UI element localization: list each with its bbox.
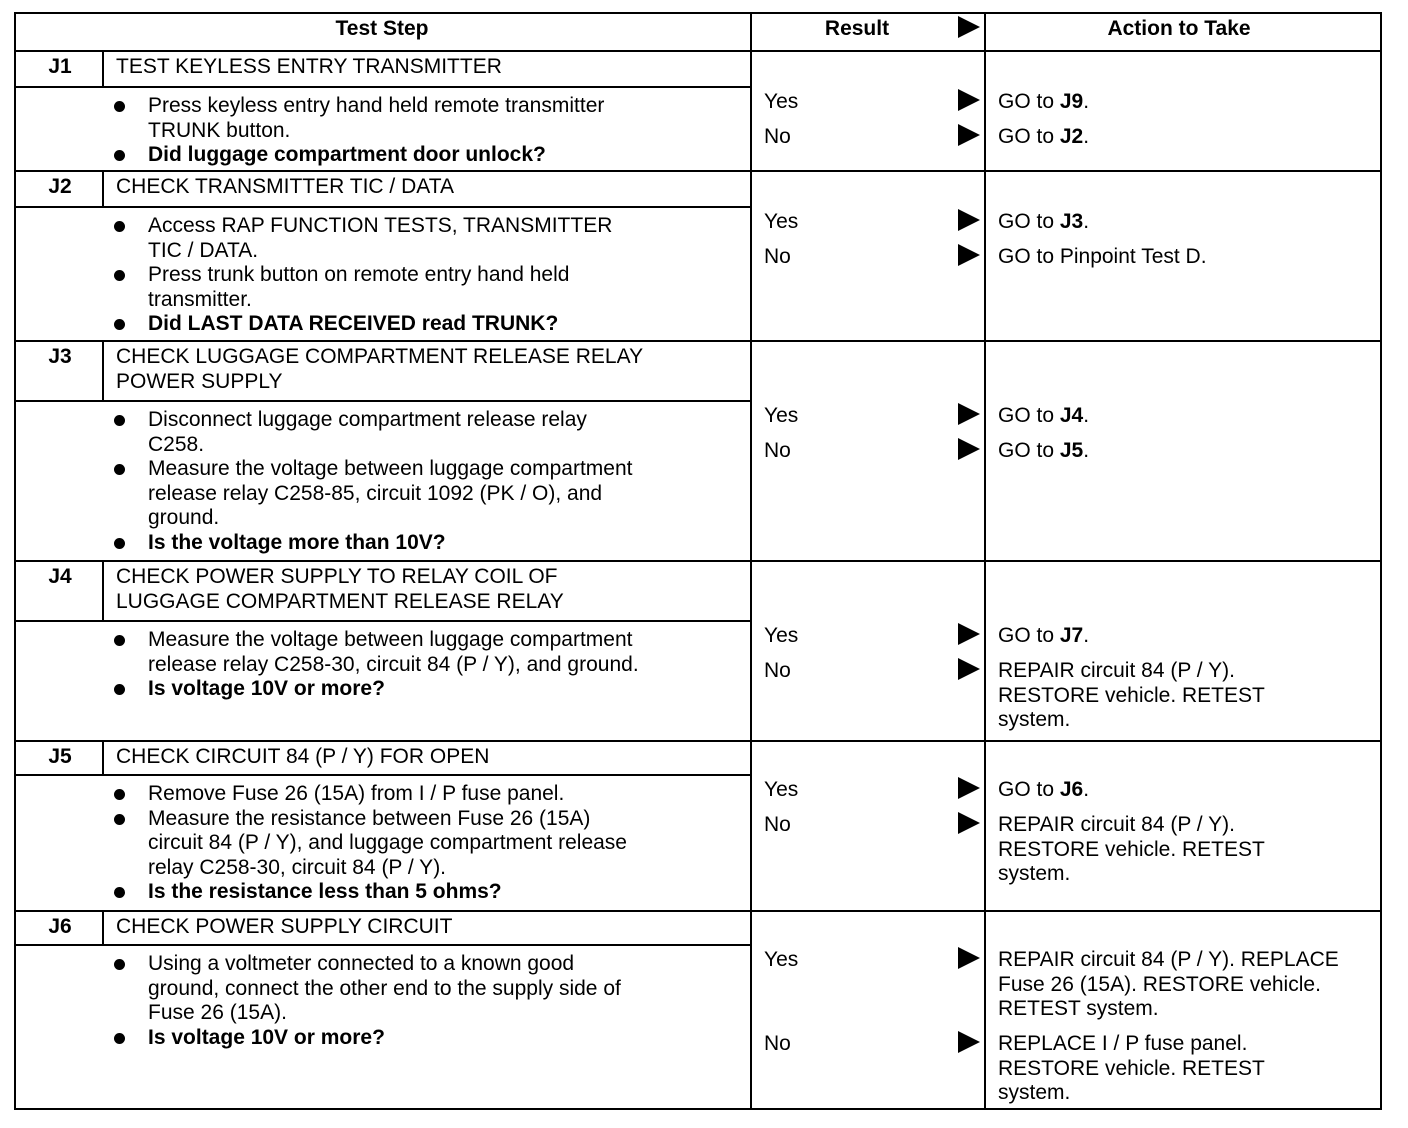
table-rule [14,1108,1382,1110]
step-instruction [114,1026,385,1051]
step-title: POWER SUPPLY [116,369,283,393]
table-rule [14,340,1382,342]
step-id: J3 [48,345,72,368]
action-text: GO to [998,439,1060,462]
step-instruction-text: Measure the voltage between luggage compartment release relay C258-85, circuit 1092 (PK / O), and ground. [148,457,633,529]
action-text: REPAIR circuit 84 (P / Y). RESTORE vehicle. RETEST system. [998,813,1265,885]
table-rule [14,50,1382,52]
bullet-icon [114,635,125,646]
step-instruction [114,312,558,337]
step-question: Did LAST DATA RECEIVED read TRUNK? [148,312,559,335]
header-test-step: Test Step [335,17,429,40]
bullet-icon [114,1033,125,1044]
table-rule [14,740,1382,742]
action-to-take [998,125,1089,150]
step-title: LUGGAGE COMPARTMENT RELEASE RELAY [116,589,564,613]
table-rule [14,206,750,208]
step-id: J2 [48,175,72,198]
table-rule [14,400,750,402]
step-instruction [114,880,502,905]
step-instruction-text: Press trunk button on remote entry hand held transmitter. [148,263,570,311]
step-question: Did luggage compartment door unlock? [148,143,546,166]
action-text: GO to [998,778,1060,801]
arrow-right-icon [958,244,980,266]
result-no: No [764,813,791,836]
bullet-icon [114,319,125,330]
action-to-take [998,210,1089,235]
step-instruction-text: Measure the resistance between Fuse 26 (15A) circuit 84 (P / Y), and luggage compartment release relay C258-30, circuit 84 (P / Y). [148,806,627,879]
action-to-take [998,659,1265,733]
header-action: Action to Take [1107,17,1251,40]
step-id: J1 [48,55,72,78]
step-question: Is voltage 10V or more? [148,677,385,700]
table-rule [14,620,750,622]
arrow-right-icon [958,124,980,146]
action-text-end: . [1083,404,1090,427]
step-instruction-text: Using a voltmeter connected to a known good ground, connect the other end to the supply side of Fuse 26 (15A). [148,952,621,1024]
table-rule [14,944,750,946]
action-text: GO to [998,404,1060,427]
column-rule [102,170,104,206]
column-rule [102,50,104,86]
action-text: GO to [998,125,1060,148]
arrow-right-icon [958,623,980,645]
step-title: CHECK LUGGAGE COMPARTMENT RELEASE RELAY [116,345,644,368]
action-to-take [998,90,1089,115]
action-text-end: . [1083,125,1090,148]
action-step-ref: J6 [1059,778,1084,801]
step-title: CHECK POWER SUPPLY CIRCUIT [116,915,453,938]
step-instruction [114,628,639,677]
bullet-icon [114,959,125,970]
action-to-take [998,404,1089,429]
step-id: J5 [48,745,72,768]
result-no: No [764,1032,791,1055]
step-instruction-text: Press keyless entry hand held remote transmitter TRUNK button. [148,94,605,142]
action-step-ref: J2 [1059,125,1084,148]
column-rule [102,560,104,620]
step-instruction [114,263,569,312]
header-result: Result [824,17,890,40]
arrow-right-icon [958,777,980,799]
bullet-icon [114,270,125,281]
step-instruction [114,677,385,702]
arrow-right-icon [958,403,980,425]
bullet-icon [114,464,125,475]
bullet-icon [114,101,125,112]
table-rule [14,170,1382,172]
arrow-right-icon [958,812,980,834]
arrow-right-icon [958,1031,980,1053]
step-question: Is voltage 10V or more? [148,1025,385,1049]
action-to-take [998,245,1207,270]
action-text: GO to Pinpoint Test D. [998,245,1207,268]
step-instruction [114,143,546,168]
step-title: CHECK CIRCUIT 84 (P / Y) FOR OPEN [116,745,490,768]
step-instruction [114,457,632,531]
bullet-icon [114,814,125,825]
action-text: GO to [998,210,1060,233]
action-step-ref: J3 [1059,210,1084,233]
action-to-take [998,948,1339,1022]
action-to-take [998,778,1089,803]
action-to-take [998,1032,1265,1106]
step-instruction [114,807,627,881]
table-rule [14,560,1382,562]
step-instruction [114,94,604,143]
result-no: No [764,439,791,462]
action-text-end: . [1083,439,1090,462]
action-to-take [998,624,1089,649]
action-to-take [998,439,1089,464]
action-text-end: . [1083,778,1090,801]
arrow-right-icon [958,438,980,460]
bullet-icon [114,684,125,695]
arrow-right-icon [958,89,980,111]
header-arrow-icon [958,16,980,38]
action-text-end: . [1083,624,1090,647]
step-instruction [114,782,564,807]
result-no: No [764,125,791,148]
action-step-ref: J5 [1059,439,1084,462]
step-id: J4 [48,565,72,588]
table-rule [14,774,750,776]
step-instruction-text: Measure the voltage between luggage compartment release relay C258-30, circuit 84 (P / Y), and ground. [148,628,639,676]
action-text: REPAIR circuit 84 (P / Y). RESTORE vehicle. RETEST system. [998,659,1265,731]
step-instruction [114,531,446,556]
result-yes: Yes [764,948,799,971]
step-id: J6 [48,915,72,938]
bullet-icon [114,538,125,549]
step-instruction [114,952,621,1026]
table-rule [14,12,1382,14]
step-instruction-text: Remove Fuse 26 (15A) from I / P fuse panel. [148,782,565,805]
step-instruction-text: Access RAP FUNCTION TESTS, TRANSMITTER TIC / DATA. [148,214,613,262]
step-question: Is the resistance less than 5 ohms? [148,880,502,903]
result-yes: Yes [764,624,799,647]
result-yes: Yes [764,778,799,801]
step-instruction-text: Disconnect luggage compartment release relay C258. [148,408,587,456]
action-step-ref: J7 [1059,624,1084,647]
result-no: No [764,245,791,268]
bullet-icon [114,789,125,800]
action-text-end: . [1083,90,1090,113]
step-title: TEST KEYLESS ENTRY TRANSMITTER [116,55,502,78]
step-question: Is the voltage more than 10V? [148,530,446,554]
column-rule [102,910,104,944]
action-text: REPLACE I / P fuse panel. RESTORE vehicle. RETEST system. [998,1032,1265,1104]
result-yes: Yes [764,90,799,113]
table-rule [14,910,1382,912]
test-step-table [14,12,1382,1110]
column-rule [102,340,104,400]
bullet-icon [114,221,125,232]
action-step-ref: J9 [1059,90,1084,113]
action-text: REPAIR circuit 84 (P / Y). REPLACE Fuse 26 (15A). RESTORE vehicle. RETEST system. [998,948,1339,1020]
result-yes: Yes [764,210,799,233]
step-instruction [114,408,587,457]
column-rule [102,740,104,774]
table-rule [14,86,750,88]
arrow-right-icon [958,658,980,680]
arrow-right-icon [958,947,980,969]
action-text-end: . [1083,210,1090,233]
result-yes: Yes [764,404,799,427]
action-step-ref: J4 [1059,404,1084,427]
action-text: GO to [998,90,1060,113]
bullet-icon [114,150,125,161]
arrow-right-icon [958,209,980,231]
step-title: CHECK TRANSMITTER TIC / DATA [116,175,454,198]
step-instruction [114,214,612,263]
action-to-take [998,813,1265,887]
bullet-icon [114,887,125,898]
result-no: No [764,659,791,682]
step-title: CHECK POWER SUPPLY TO RELAY COIL OF [116,565,558,588]
bullet-icon [114,415,125,426]
action-text: GO to [998,624,1060,647]
